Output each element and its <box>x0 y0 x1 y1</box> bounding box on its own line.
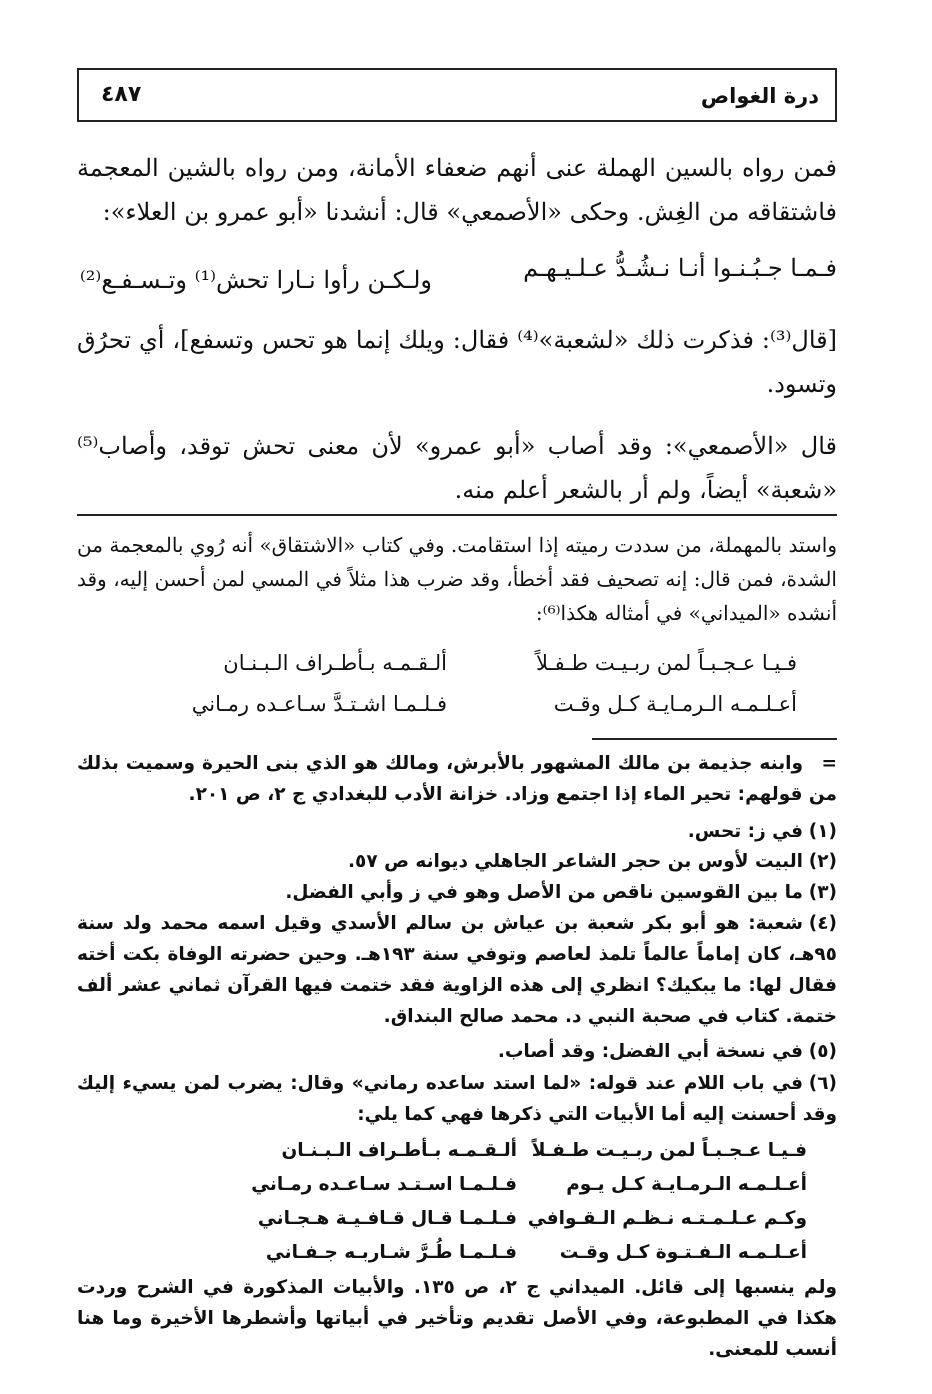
footnote-marker: (٦) <box>808 1073 837 1094</box>
main-paragraph-1: فمن رواه بالسين الهملة عنى أنهم ضعفاء الأمانة، ومن رواه بالشين المعجمة فاشتقاقه من الغِش. وحكى «الأصمعي» قال: أنشدنا «أبو عمرو بن العلاء»: <box>77 154 837 226</box>
commentary-verse-1-right: فـيـا عـجـبـاً لمن ربـيـت طـفـلاً <box>535 651 797 675</box>
footnote-marker: (٣) <box>808 882 837 903</box>
footnote-verse-1-left: ألـقـمـه بـأطـراف الـبـنـان <box>281 1140 517 1161</box>
footnote-verse-1-right: فـيـا عـجـبـاً لمن ربـيـت طـفـلاً <box>531 1140 807 1161</box>
footnote-verse-4-right: أعـلـمـه الـفـتـوة كـل وقـت <box>559 1242 807 1263</box>
footnote-text: في ز: تحس. <box>687 821 803 842</box>
footnote-verse-3-left: فـلـمـا قـال قـافـيـة هـجـاني <box>257 1208 517 1229</box>
footnote-1 <box>77 816 837 847</box>
main-paragraph-2: [قال⁽³⁾: فذكرت ذلك «لشعبة»⁽⁴⁾ فقال: ويلك إنما هو تحس وتسفع]، أي تحرُق وتسود. <box>77 326 837 398</box>
footnote-text: في باب اللام عند قوله: «لما استد ساعده رماني» وقال: يضرب لمن يسيء إليك وقد أحسنت إليه أما الأبيات التي ذكرها فهي كما يلي: <box>77 1073 837 1125</box>
footnote-verse-2-right: أعـلـمـه الـرمـايـة كـل يـوم <box>566 1174 807 1195</box>
footnote-5 <box>77 1036 837 1067</box>
book-title: درة الغواص <box>700 84 819 108</box>
footnote-verse-4-left: فـلـمـا طُـرَّ شـاربـه جـفـاني <box>265 1242 517 1263</box>
footnote-marker: (١) <box>808 821 837 842</box>
footnote-text: البيت لأوس بن حجر الشاعر الجاهلي ديوانه ص ٥٧. <box>348 851 803 872</box>
footnote-text: وابنه جذيمة بن مالك المشهور بالأبرش، ومالك هو الذي بنى الحيرة وسميت بذلك من قولهم: تحير الماء إذا اجتمع وزاد. خزانة الأدب للبغدادي ج ٢، ص ٢٠١. <box>77 753 837 805</box>
commentary-verse-2-left: فـلـمـا اشـتـدَّ سـاعـده رمـاني <box>191 692 447 716</box>
running-header <box>77 68 837 122</box>
commentary-verse-1-left: ألـقـمـه بـأطـراف الـبـنـان <box>223 651 447 675</box>
footnote-verse-2-left: فـلـمـا اسـتـد سـاعـده رمـاني <box>251 1174 517 1195</box>
footnotes-separator <box>592 738 837 740</box>
verse-1-first-hemistich: فـمـا جـبُـنـوا أنـا نـشُـدُّ عـلـيـهـم <box>523 254 837 282</box>
main-paragraph-3: قال «الأصمعي»: وقد أصاب «أبو عمرو» لأن معنى تحش توقد، وأصاب⁽⁵⁾ «شعبة» أيضاً، ولم أر بالشعر أعلم منه. <box>77 432 837 504</box>
footnote-continuation <box>77 748 837 810</box>
page-number: ٤٨٧ <box>101 82 142 107</box>
footnote-2 <box>77 846 837 877</box>
footnote-3 <box>77 877 837 908</box>
notes-separator <box>77 514 837 516</box>
footnote-verse-3-right: وكـم عـلـمـتـه نـظـم الـقـوافي <box>527 1208 807 1229</box>
footnote-text: في نسخة أبي الفضل: وقد أصاب. <box>497 1041 803 1062</box>
verse-1-second-hemistich: ولـكـن رأوا نـارا تحش⁽¹⁾ وتـسـفـع⁽²⁾ <box>79 266 432 294</box>
commentary-paragraph: واستد بالمهملة، من سددت رميته إذا استقامت. وفي كتاب «الاشتقاق» أنه رُوي بالمعجمة من الشدة، فمن قال: إنه تصحيف فقد أخطأ، وقد ضرب هذا مثلاً في المسي لمن أحسن إليه، وقد أنشده «الميداني» في أمثاله هكذا⁽⁶⁾: <box>77 533 837 625</box>
footnote-6 <box>77 1068 837 1130</box>
footnote-4 <box>77 908 837 1032</box>
footnote-6-ending: ولم ينسبها إلى قائل. الميداني ج ٢، ص ١٣٥. والأبيات المذكورة في الشرح وردت هكذا في المطبوعة، وفي الأصل تقديم وتأخير في أبياتها وأشطرها الأخيرة وما هنا أنسب للمعنى. <box>77 1277 837 1360</box>
footnote-marker: (٢) <box>808 851 837 872</box>
footnote-text: ما بين القوسين ناقص من الأصل وهو في ز وأبي الفضل. <box>285 882 803 903</box>
commentary-verse-2-right: أعـلـمـه الـرمـايـة كـل وقـت <box>553 692 797 716</box>
footnote-marker: (٥) <box>808 1041 837 1062</box>
footnote-marker: (٤) <box>808 913 837 934</box>
footnote-marker: = <box>821 753 837 774</box>
footnote-text: شعبة: هو أبو بكر شعبة بن عياش بن سالم الأسدي وقيل اسمه محمد ولد سنة ٩٥هـ، كان إماماً عالماً تلمذ لعاصم وتوفي سنة ١٩٣هـ. وحين حضرته الوفاة بكت أخته فقال لها: ما يبكيك؟ انظري إلى هذه الزاوية فقد ختمت فيها القرآن ثماني عشر ألف ختمة. كتاب في صحبة النبي د. محمد صالح البنداق. <box>77 913 837 1027</box>
